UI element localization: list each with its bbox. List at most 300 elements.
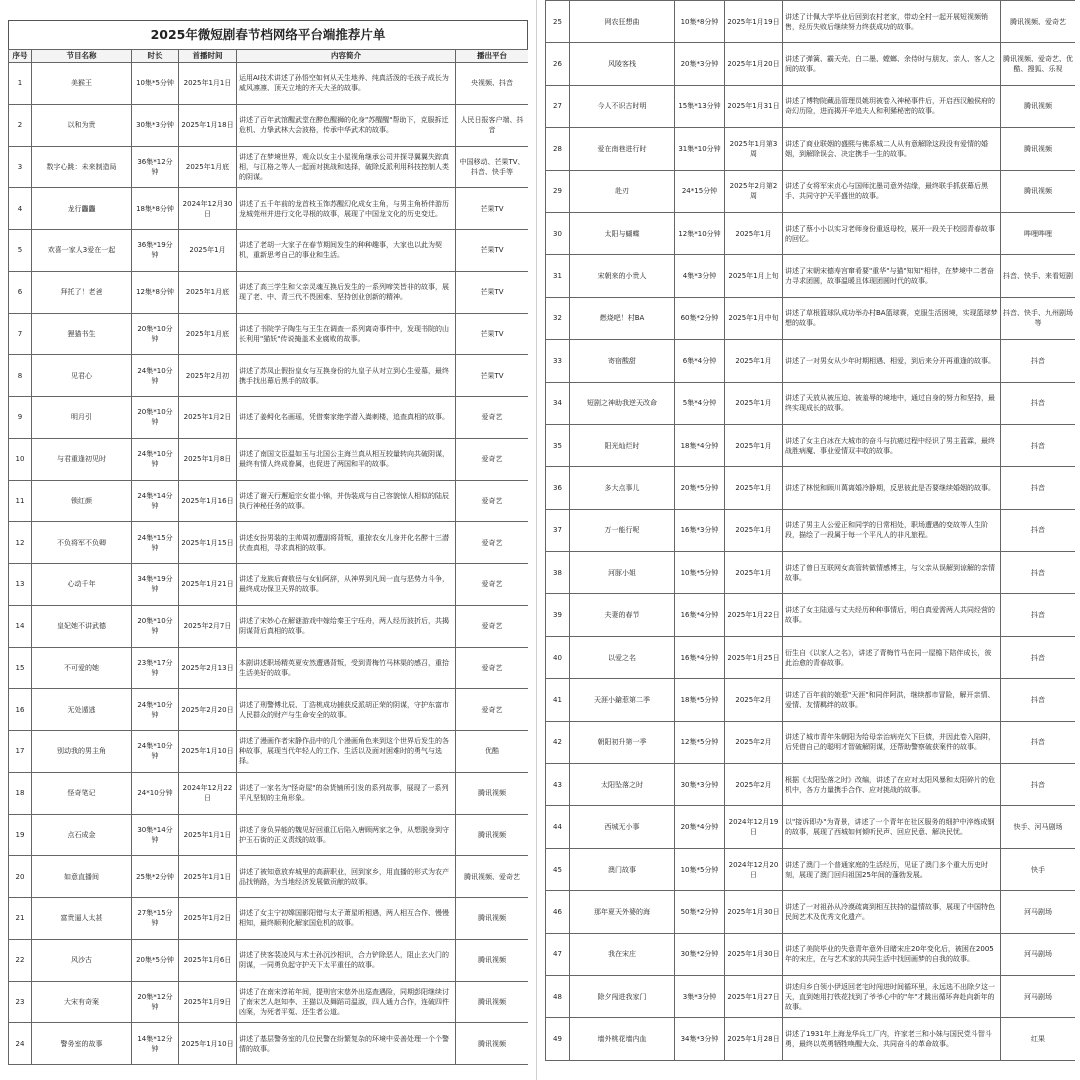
summary-text: 讲述了宋妙心在解谜游戏中嫁给秦王宁珏舟，两人经历波折后，共揭阴谋背后真相的故事。 [239, 617, 449, 636]
cell-summary [783, 382, 1001, 424]
cell-duration: 20集*10分钟 [132, 605, 179, 647]
summary-text: 讲述了蔡小小以实习老师身份重返母校，展开一段关于校园青春故事的回忆。 [785, 224, 995, 243]
summary-text: 讲述了商业联姻的盛熙与佛系城二人从有意解除这段没有爱情的婚姻，到解除误会、决定携手一生的故事。 [785, 139, 988, 158]
cell-index: 40 [546, 636, 570, 678]
cell-summary [783, 891, 1001, 933]
table-row [9, 814, 529, 856]
cell-premiere: 2025年1月 [725, 509, 783, 551]
cell-duration: 31集*10分钟 [675, 128, 725, 170]
cell-title: 夫妻的春节 [570, 594, 675, 636]
cell-index: 44 [546, 806, 570, 848]
cell-index: 46 [546, 891, 570, 933]
cell-duration: 12集*10分钟 [675, 212, 725, 254]
cell-duration: 30集*14分钟 [132, 814, 179, 856]
summary-text: 讲述了宋朝宋德寿宫窜肴要"重华"与猫"知知"相伴，在梦境中二者奋力寻求团圆，故事温暖且体现团圆时代的故事。 [785, 267, 994, 286]
cell-title: 寄宿酸甜 [570, 340, 675, 382]
table-header-row [9, 50, 529, 63]
cell-platform: 爱奇艺 [456, 564, 529, 606]
cell-platform: 抖音 [1001, 594, 1076, 636]
cell-premiere: 2025年1月1日 [179, 856, 237, 898]
cell-duration: 18集*5分钟 [675, 679, 725, 721]
cell-index: 24 [9, 1023, 32, 1065]
cell-duration: 10集*8分钟 [675, 1, 725, 43]
cell-duration: 20集*12分钟 [132, 981, 179, 1023]
table-row [9, 898, 529, 940]
table-row [546, 764, 1076, 806]
cell-title: 宋朝来的小贵人 [570, 255, 675, 297]
recommendation-table-left [8, 49, 528, 1065]
cell-summary [783, 170, 1001, 212]
cell-premiere: 2025年1月 [725, 212, 783, 254]
cell-title: 如意直播间 [32, 856, 132, 898]
cell-premiere: 2025年1月底 [179, 146, 237, 188]
cell-premiere: 2025年1月 [725, 382, 783, 424]
cell-summary [783, 43, 1001, 85]
cell-platform: 芒果TV [456, 313, 529, 355]
summary-text: 讲述了在南宋淳祐年间，提刑官宋慈外出巡查遇险，同期彭阳继续讨了南宋艺人赵知李、王猫以及舞蹈司温淑，四人通力合作，连破四件凶案，为死者平冤、还生者公道。 [239, 987, 449, 1016]
cell-index: 10 [9, 438, 32, 480]
cell-index: 32 [546, 297, 570, 339]
cell-platform: 抖音 [1001, 679, 1076, 721]
table-row [546, 170, 1076, 212]
cell-title: 风陵客栈 [570, 43, 675, 85]
header-platform: 播出平台 [456, 50, 529, 63]
summary-text: 讲述了基层警务室的几位民警在纷繁复杂的环境中妥善处理一个个警情的故事。 [239, 1034, 449, 1053]
cell-platform: 抖音 [1001, 721, 1076, 763]
cell-summary [783, 552, 1001, 594]
summary-text: 以"接诉即办"为背景，讲述了一个青年在社区服务的细护中淬炼成钢的故事，展现了西城如何倾听民声、回应民意、解决民忧。 [785, 818, 995, 837]
cell-summary [237, 731, 456, 773]
cell-premiere: 2025年1月1日 [179, 814, 237, 856]
cell-premiere: 2025年1月28日 [725, 1018, 783, 1060]
summary-text: 讲述了美院毕业的失意青年意外目睹宋庄20年变化后，被困在2005年的宋庄，在与艺术家的共同生活中找回画梦的自我的故事。 [785, 945, 994, 964]
table-row [546, 509, 1076, 551]
cell-premiere: 2025年1月2日 [179, 898, 237, 940]
cell-premiere: 2025年1月22日 [725, 594, 783, 636]
cell-title: 太阳坠落之时 [570, 764, 675, 806]
cell-summary [783, 340, 1001, 382]
cell-title: 数字心跳：未来制造局 [32, 146, 132, 188]
cell-duration: 12集*8分钟 [132, 271, 179, 313]
cell-premiere: 2025年1月21日 [179, 564, 237, 606]
table-row [546, 975, 1076, 1017]
cell-title: 赴刃 [570, 170, 675, 212]
summary-text: 讲述了被知意放弃城里的高薪职业，回到家乡，用直播的形式为农产品找销路，为当地经济发展做贡献的故事。 [239, 867, 449, 886]
summary-text: 讲述了龙族后裔敖岳与女仙阿辞，从神界到凡间一直与恶势力斗争，最终成功保卫天界的故事。 [239, 575, 449, 594]
table-row [9, 397, 529, 439]
cell-title: 心动千年 [32, 564, 132, 606]
table-row [546, 424, 1076, 466]
cell-duration: 12集*5分钟 [675, 721, 725, 763]
cell-summary [237, 564, 456, 606]
cell-duration: 18集*4分钟 [675, 424, 725, 466]
table-row [9, 564, 529, 606]
cell-platform: 腾讯视频 [456, 898, 529, 940]
cell-index: 11 [9, 480, 32, 522]
cell-summary [237, 188, 456, 230]
cell-summary [237, 63, 456, 105]
summary-text: 讲述了林悦和顾川萬离婚冷静期，反思彼此是否要继续婚姻的故事。 [785, 483, 995, 492]
table-row [9, 438, 529, 480]
summary-text: 讲述了谢天行邂逅宗女崔小锦，并伪装成与自己容貌惊人相似的陆辰执行神秘任务的故事。 [239, 491, 449, 510]
cell-title: 太阳与蝴蝶 [570, 212, 675, 254]
cell-summary [783, 85, 1001, 127]
cell-duration: 60集*2分钟 [675, 297, 725, 339]
cell-title: 那年夏天外婆的海 [570, 891, 675, 933]
cell-index: 15 [9, 647, 32, 689]
cell-premiere: 2025年1月6日 [179, 939, 237, 981]
header-duration: 时长 [132, 50, 179, 63]
cell-title: 美猴王 [32, 63, 132, 105]
cell-duration: 24集*10分钟 [132, 731, 179, 773]
summary-text: 讲述了计佩大学毕业后回到农村老家，带动全村一起开展短视频销售，经历失败后继续努力终获成功的故事。 [785, 12, 988, 31]
list-page-right [545, 0, 1075, 1080]
cell-duration: 5集*4分钟 [675, 382, 725, 424]
summary-text: 讲述了曾日互联网女高管转做情感博主，与父亲从误解到谅解的亲情故事。 [785, 563, 995, 582]
cell-index: 5 [9, 230, 32, 272]
cell-summary [783, 975, 1001, 1017]
cell-premiere: 2025年1月16日 [179, 480, 237, 522]
cell-platform: 芒果TV [456, 355, 529, 397]
cell-index: 17 [9, 731, 32, 773]
cell-index: 2 [9, 104, 32, 146]
cell-title: 明月引 [32, 397, 132, 439]
summary-text: 讲述了在梦境世界，观众以女主小星视角继承公司并探寻翼翼失踪真相，与江格之等人一起面对挑战和选择，破除反派利用科技控制人类的阴谋。 [239, 152, 449, 181]
recommendation-table-right [545, 0, 1075, 1061]
cell-premiere: 2025年1月30日 [725, 933, 783, 975]
cell-title: 与君重逢初见时 [32, 438, 132, 480]
cell-summary [783, 1, 1001, 43]
table-row [9, 271, 529, 313]
cell-platform: 优酷 [456, 731, 529, 773]
cell-duration: 50集*2分钟 [675, 891, 725, 933]
cell-premiere: 2025年2月 [725, 721, 783, 763]
cell-duration: 36集*12分钟 [132, 146, 179, 188]
cell-index: 38 [546, 552, 570, 594]
cell-index: 6 [9, 271, 32, 313]
cell-index: 29 [546, 170, 570, 212]
table-row [546, 43, 1076, 85]
page-divider [536, 0, 537, 1080]
cell-platform: 腾讯视频 [456, 1023, 529, 1065]
cell-title: 多大点事儿 [570, 467, 675, 509]
cell-title: 风沙古 [32, 939, 132, 981]
cell-platform: 芒果TV [456, 188, 529, 230]
cell-index: 45 [546, 848, 570, 890]
cell-duration: 24集*10分钟 [132, 689, 179, 731]
cell-premiere: 2025年1月8日 [179, 438, 237, 480]
summary-text: 讲述了女主陆遥与丈夫经历种种事情后，明白真爱需两人共同经营的故事。 [785, 606, 995, 625]
table-row [9, 480, 529, 522]
cell-platform: 快手 [1001, 848, 1076, 890]
cell-summary [237, 230, 456, 272]
cell-duration: 10集*5分钟 [675, 848, 725, 890]
cell-summary [783, 1018, 1001, 1060]
cell-summary [783, 509, 1001, 551]
cell-premiere: 2025年1月 [725, 467, 783, 509]
table-row [9, 522, 529, 564]
summary-text: 讲述了澳门一个普通家庭的生活经历，见证了澳门多个重大历史时刻，展现了澳门回归祖国25年间的蓬勃发展。 [785, 860, 988, 879]
summary-text: 讲述了女主白冰在大城市的奋斗与抗癌过程中经识了男主蓝霖，最终战胜病魔、事业爱情双丰收的故事。 [785, 436, 995, 455]
cell-summary [237, 104, 456, 146]
cell-duration: 34集*3分钟 [675, 1018, 725, 1060]
cell-index: 23 [9, 981, 32, 1023]
cell-platform: 哔哩哔哩 [1001, 212, 1076, 254]
cell-duration: 20集*10分钟 [132, 397, 179, 439]
cell-premiere: 2025年1月10日 [179, 731, 237, 773]
table-row [546, 636, 1076, 678]
table-row [9, 647, 529, 689]
cell-premiere: 2025年1月底 [179, 313, 237, 355]
cell-platform: 河马剧场 [1001, 891, 1076, 933]
cell-index: 25 [546, 1, 570, 43]
cell-summary [783, 594, 1001, 636]
cell-summary [237, 480, 456, 522]
cell-title: 今人不识古时明 [570, 85, 675, 127]
table-row [9, 355, 529, 397]
summary-text: 讲述了天放从被压迫、被羞辱的境地中，通过自身的努力和坚持，最终实现成长的故事。 [785, 394, 995, 413]
header-summary: 内容简介 [237, 50, 456, 63]
summary-text: 讲述了南国文臣温如玉与北国公主海兰真从相互较量转向共破阴谋，最终有情人终成眷属，也促进了两国和平的故事。 [239, 450, 449, 469]
cell-duration: 24*10分钟 [132, 772, 179, 814]
cell-summary [783, 297, 1001, 339]
cell-title: 点石成金 [32, 814, 132, 856]
cell-premiere: 2025年1月第3周 [725, 128, 783, 170]
cell-premiere: 2025年2月 [725, 764, 783, 806]
cell-title: 不可爱的她 [32, 647, 132, 689]
cell-premiere: 2025年1月上旬 [725, 255, 783, 297]
cell-summary [237, 271, 456, 313]
cell-index: 12 [9, 522, 32, 564]
cell-title: 见君心 [32, 355, 132, 397]
cell-platform: 抖音 [1001, 509, 1076, 551]
cell-platform: 快手、河马剧场 [1001, 806, 1076, 848]
cell-duration: 20集*10分钟 [132, 313, 179, 355]
table-row [9, 731, 529, 773]
cell-summary [237, 522, 456, 564]
cell-premiere: 2024年12月22日 [179, 772, 237, 814]
cell-platform: 爱奇艺 [456, 480, 529, 522]
cell-platform: 抖音 [1001, 382, 1076, 424]
cell-duration: 30集*2分钟 [675, 933, 725, 975]
cell-duration: 15集*13分钟 [675, 85, 725, 127]
cell-title: 警务室的故事 [32, 1023, 132, 1065]
summary-text: 讲述了弹簧、霸天壳、白二墨、螳螂、余侍时与朋友、亲人、客人之间的故事。 [785, 55, 995, 74]
cell-title: 除夕闯进我家门 [570, 975, 675, 1017]
cell-title: 燃烧吧！村BA [570, 297, 675, 339]
cell-platform: 抖音、快手、九州剧场等 [1001, 297, 1076, 339]
table-row [9, 981, 529, 1023]
cell-title: 短剧之神助我逆天改命 [570, 382, 675, 424]
cell-platform: 红果 [1001, 1018, 1076, 1060]
cell-summary [237, 1023, 456, 1065]
cell-duration: 16集*4分钟 [675, 636, 725, 678]
cell-premiere: 2025年1月19日 [725, 1, 783, 43]
summary-text: 运用AI技术讲述了孙悟空如何从天生地养、纯真活泼的毛孩子成长为威风凛凛、顶天立地的齐天大圣的故事。 [239, 74, 449, 93]
cell-index: 28 [546, 128, 570, 170]
cell-title: 万一能行呢 [570, 509, 675, 551]
summary-text: 讲述了博物院藏品管理员姚玥被卷入神秘事件后，开启西汉触侯府的奇幻历险，进而揭开辛追夫人和利豨秘密的故事。 [785, 97, 995, 116]
cell-premiere: 2025年1月18日 [179, 104, 237, 146]
cell-index: 39 [546, 594, 570, 636]
cell-premiere: 2025年1月1日 [179, 63, 237, 105]
cell-premiere: 2025年2月 [725, 679, 783, 721]
cell-summary [783, 424, 1001, 466]
cell-title: 河豚小姐 [570, 552, 675, 594]
cell-summary [237, 397, 456, 439]
summary-text: 衍生自《以家人之名》，讲述了青梅竹马在同一屋檐下陪伴成长，彼此治愈的青春故事。 [785, 648, 992, 667]
cell-platform: 抖音 [1001, 764, 1076, 806]
summary-text: 讲述了城市青年朱朝阳为给母亲治病売欠下巨债，并因此卷入陷阱，后凭借自己的聪明才智破解阴谋，还帮助警察破获案件的故事。 [785, 733, 995, 752]
cell-index: 18 [9, 772, 32, 814]
cell-summary [237, 772, 456, 814]
cell-title: 锁红颜 [32, 480, 132, 522]
cell-title: 狸猫书生 [32, 313, 132, 355]
cell-platform: 抖音 [1001, 552, 1076, 594]
table-row [9, 1023, 529, 1065]
summary-text: 讲述了百年前的娘惹"天涯"和同伴阿洪，继续都市冒险，解开亲情、爱情、友情羁绊的故事。 [785, 690, 995, 709]
cell-summary [237, 438, 456, 480]
cell-index: 19 [9, 814, 32, 856]
cell-premiere: 2025年1月 [725, 552, 783, 594]
table-row [9, 605, 529, 647]
cell-index: 4 [9, 188, 32, 230]
table-row [546, 806, 1076, 848]
cell-title: 我在宋庄 [570, 933, 675, 975]
table-row [546, 255, 1076, 297]
header-premiere: 首播时间 [179, 50, 237, 63]
cell-premiere: 2025年1月 [179, 230, 237, 272]
cell-title: 拜托了！老爸 [32, 271, 132, 313]
cell-index: 34 [546, 382, 570, 424]
cell-title: 西城无小事 [570, 806, 675, 848]
cell-duration: 4集*3分钟 [675, 255, 725, 297]
summary-text: 讲述了书院学子陶生与王生在调查一系列离奇事件中，发现书院的山长利用"猫妖"传说掩盖术业腐败的故事。 [239, 324, 449, 343]
table-row [9, 146, 529, 188]
summary-text: 讲述了刑警傅北辰、丁浩桃成功捕获反派胡正荣的阴谋，守护东富市人民群众的财产与生命安全的故事。 [239, 700, 449, 719]
cell-platform: 腾讯视频、爱奇艺 [1001, 1, 1076, 43]
cell-premiere: 2025年1月15日 [179, 522, 237, 564]
cell-title: 怪奇笔记 [32, 772, 132, 814]
cell-summary [783, 128, 1001, 170]
table-row [546, 382, 1076, 424]
cell-premiere: 2024年12月30日 [179, 188, 237, 230]
cell-index: 36 [546, 467, 570, 509]
cell-duration: 24集*10分钟 [132, 355, 179, 397]
summary-text: 讲述了男主人公爱正和同学的日常相处，职场遭遇的变故等人生阶段，描绘了一段属于每一个平凡人的非凡旅程。 [785, 521, 988, 540]
table-row [546, 679, 1076, 721]
cell-summary [237, 689, 456, 731]
cell-platform: 抖音 [1001, 636, 1076, 678]
cell-premiere: 2024年12月19日 [725, 806, 783, 848]
cell-title: 富贵逼人太甚 [32, 898, 132, 940]
table-row [546, 594, 1076, 636]
cell-platform: 抖音 [1001, 424, 1076, 466]
cell-duration: 20集*3分钟 [675, 43, 725, 85]
cell-title: 墙外桃花墙内血 [570, 1018, 675, 1060]
cell-platform: 央视频、抖音 [456, 63, 529, 105]
cell-title: 龙行龘龘 [32, 188, 132, 230]
cell-platform: 腾讯视频 [456, 772, 529, 814]
header-index: 序号 [9, 50, 32, 63]
table-row [546, 1, 1076, 43]
cell-premiere: 2025年1月27日 [725, 975, 783, 1017]
cell-premiere: 2025年2月13日 [179, 647, 237, 689]
cell-premiere: 2025年1月30日 [725, 891, 783, 933]
cell-platform: 腾讯视频 [1001, 170, 1076, 212]
table-row [546, 552, 1076, 594]
document-title: 2025年微短剧春节档网络平台端推荐片单 [8, 20, 528, 49]
cell-summary [237, 313, 456, 355]
cell-title: 无处遁逃 [32, 689, 132, 731]
cell-duration: 34集*19分钟 [132, 564, 179, 606]
cell-duration: 14集*12分钟 [132, 1023, 179, 1065]
cell-title: 以爱之名 [570, 636, 675, 678]
cell-premiere: 2025年1月中旬 [725, 297, 783, 339]
cell-index: 22 [9, 939, 32, 981]
cell-duration: 20集*4分钟 [675, 806, 725, 848]
summary-text: 讲述了女主宁初嫦国影阳错与太子萧星昕相遇，两人相互合作、慢慢相知，最终顺利化解家国危机的故事。 [239, 909, 449, 928]
cell-platform: 爱奇艺 [456, 438, 529, 480]
list-page-left [8, 0, 528, 1080]
table-row [9, 230, 529, 272]
cell-platform: 芒果TV [456, 271, 529, 313]
cell-title: 天涯小鎗惹第二季 [570, 679, 675, 721]
cell-duration: 30集*3分钟 [132, 104, 179, 146]
cell-index: 16 [9, 689, 32, 731]
cell-summary [783, 255, 1001, 297]
cell-platform: 腾讯视频 [1001, 85, 1076, 127]
cell-duration: 18集*8分钟 [132, 188, 179, 230]
cell-platform: 河马剧场 [1001, 933, 1076, 975]
cell-platform: 腾讯视频 [456, 814, 529, 856]
header-title: 节目名称 [32, 50, 132, 63]
cell-index: 42 [546, 721, 570, 763]
cell-duration: 24集*14分钟 [132, 480, 179, 522]
cell-index: 33 [546, 340, 570, 382]
summary-text: 讲述了一对男女从少年时期相遇、相爱，到后来分开再重逢的故事。 [785, 356, 995, 365]
summary-text: 讲述了苏凤止假扮皇女与互换身份的九皇子从对立到心生爱慕，最终携手找出幕后黑手的故事。 [239, 366, 449, 385]
cell-index: 27 [546, 85, 570, 127]
cell-summary [783, 764, 1001, 806]
cell-index: 3 [9, 146, 32, 188]
table-row [9, 313, 529, 355]
cell-premiere: 2024年12月20日 [725, 848, 783, 890]
summary-text: 讲述了五千年前的龙首枝玉饰苏醒幻化成女主角，与男主角桥伴游历龙城莞州并进行文化寻根的故事，展现了中国龙文化的历史变迁。 [239, 199, 449, 218]
cell-duration: 24集*10分钟 [132, 438, 179, 480]
table-row [546, 1018, 1076, 1060]
cell-duration: 3集*3分钟 [675, 975, 725, 1017]
cell-platform: 人民日报客户端、抖音 [456, 104, 529, 146]
cell-duration: 27集*15分钟 [132, 898, 179, 940]
cell-premiere: 2025年1月20日 [725, 43, 783, 85]
cell-platform: 腾讯视频、爱奇艺 [456, 856, 529, 898]
cell-duration: 24集*15分钟 [132, 522, 179, 564]
table-row [546, 297, 1076, 339]
cell-platform: 爱奇艺 [456, 689, 529, 731]
cell-duration: 23集*17分钟 [132, 647, 179, 689]
summary-text: 讲述了一对祖孙从冷漠疏离到相互扶持的温情故事，展现了中国特色民间艺术及优秀文化遗产。 [785, 902, 995, 921]
cell-premiere: 2025年2月第2周 [725, 170, 783, 212]
cell-index: 14 [9, 605, 32, 647]
cell-platform: 抖音 [1001, 467, 1076, 509]
cell-duration: 24*15分钟 [675, 170, 725, 212]
cell-summary [237, 814, 456, 856]
cell-platform: 河马剧场 [1001, 975, 1076, 1017]
cell-premiere: 2025年1月2日 [179, 397, 237, 439]
table-row [9, 188, 529, 230]
cell-title: 欢喜一家人3爱在一起 [32, 230, 132, 272]
